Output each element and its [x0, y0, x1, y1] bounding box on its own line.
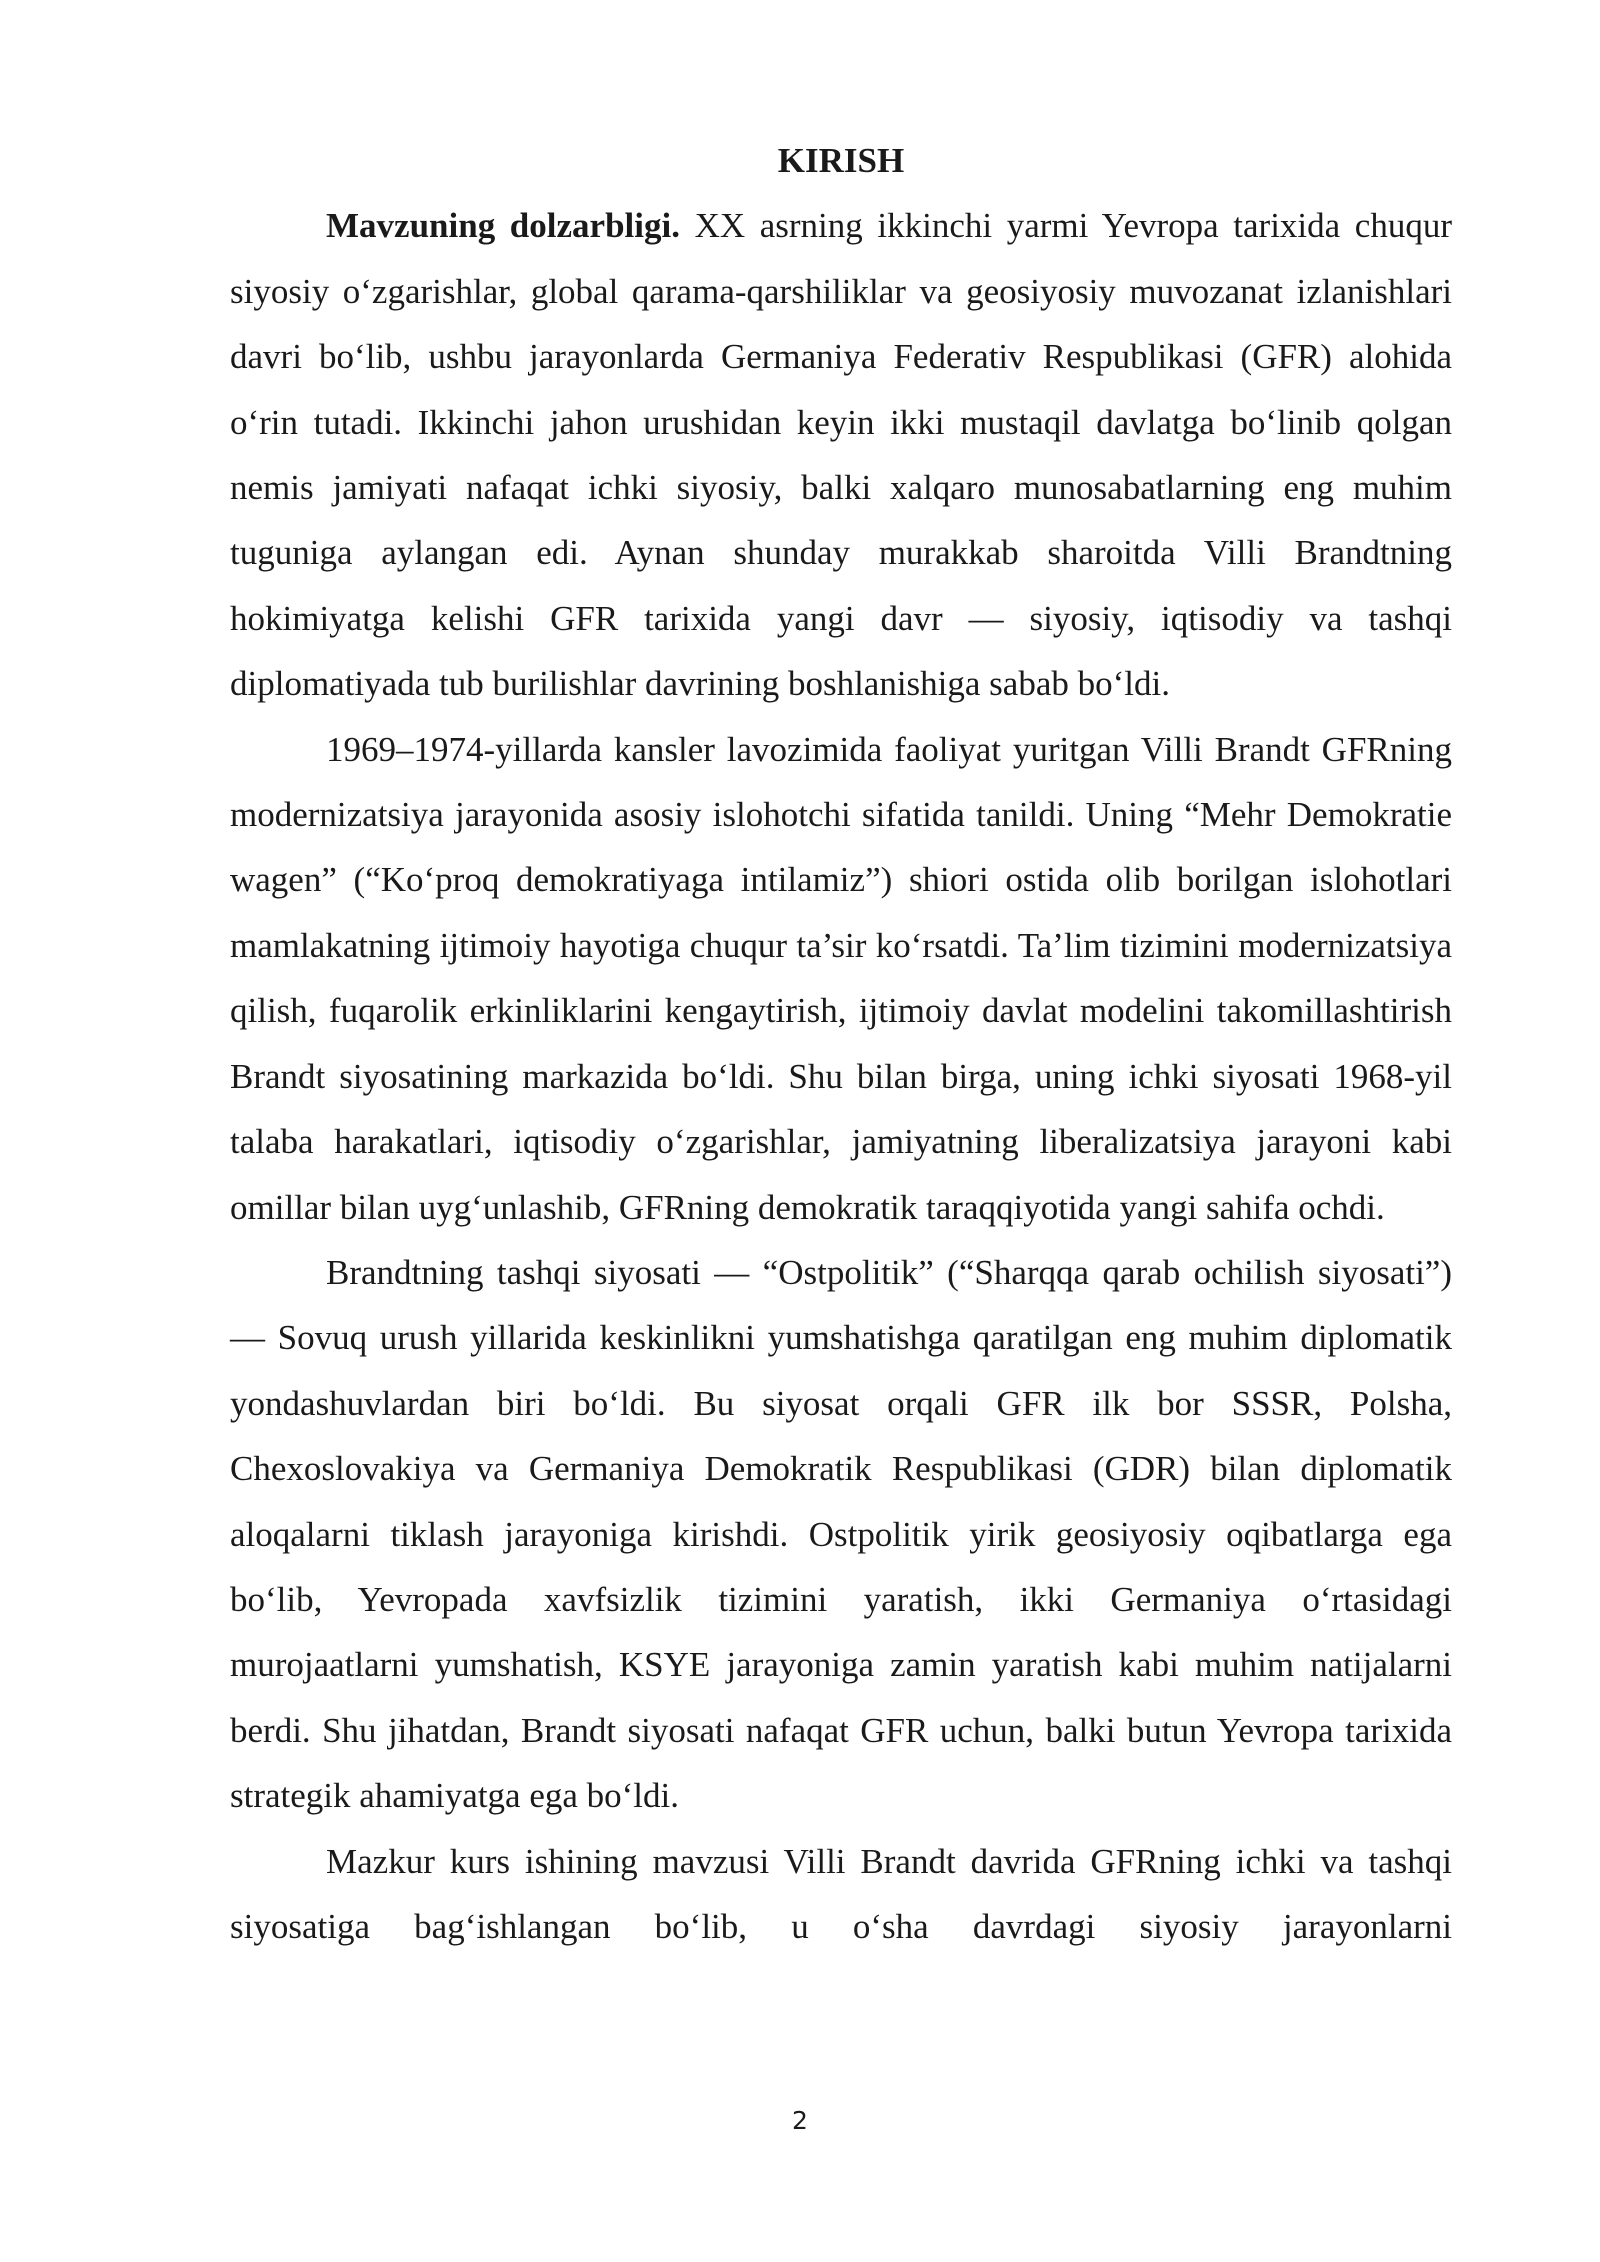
paragraph-foreign-policy — [230, 1240, 1452, 1829]
paragraph-topic — [230, 1829, 1452, 1960]
paragraph-text: Mazkur kurs ishining mavzusi Villi Brandt davrida GFRning ichki va tashqi siyosatiga bag‘ishlangan bo‘lib, u o‘sha davrdagi siyosiy jarayonlarni — [230, 1841, 1452, 1946]
paragraph-text: Brandtning tashqi siyosati — “Ostpolitik” (“Sharqqa qarab ochilish siyosati”) — Sovuq urush yillarida keskinlikni yumshatishga qaratilgan eng muhim diplomatik yondashuvlardan biri bo‘ldi. Bu siyosat orqali GFR ilk bor SSSR, Polsha, Chexoslovakiya va Germaniya Demokratik Respublikasi (GDR) bilan diplomatik aloqalarni tiklash jarayoniga kirishdi. Ostpolitik yirik geosiyosiy oqibatlarga ega bo‘lib, Yevropada xavfsizlik tizimini yaratish, ikki Germaniya o‘rtasidagi murojaatlarni yumshatish, KSYE jarayoniga zamin yaratish kabi muhim natijalarni berdi. Shu jihatdan, Brandt siyosati nafaqat GFR uchun, balki butun Yevropa tarixida strategik ahamiyatga ega bo‘ldi. — [230, 1252, 1452, 1816]
paragraph-text: XX asrning ikkinchi yarmi Yevropa tarixida chuqur siyosiy o‘zgarishlar, global qarama-qarshiliklar va geosiyosiy muvozanat izlanishlari davri bo‘lib, ushbu jarayonlarda Germaniya Federativ Respublikasi (GFR) alohida o‘rin tutadi. Ikkinchi jahon urushidan keyin ikki mustaqil davlatga bo‘linib qolgan nemis jamiyati nafaqat ichki siyosiy, balki xalqaro munosabatlarning eng muhim tuguniga aylangan edi. Aynan shunday murakkab sharoitda Villi Brandtning hokimiyatga kelishi GFR tarixida yangi davr — siyosiy, iqtisodiy va tashqi diplomatiyada tub burilishlar davrining boshlanishiga sabab bo‘ldi. — [230, 206, 1452, 704]
document-body — [230, 128, 1452, 1959]
section-title: KIRISH — [777, 141, 905, 180]
paragraph-text: 1969–1974-yillarda kansler lavozimida faoliyat yuritgan Villi Brandt GFRning modernizatsiya jarayonida asosiy islohotchi sifatida tanildi. Uning “Mehr Demokratie wagen” (“Ko‘proq demokratiyaga intilamiz”) shiori ostida olib borilgan islohotlari mamlakatning ijtimoiy hayotiga chuqur ta’sir ko‘rsatdi. Ta’lim tizimini modernizatsiya qilish, fuqarolik erkinliklarini kengaytirish, ijtimoiy davlat modelini takomillashtirish Brandt siyosatining markazida bo‘ldi. Shu bilan birga, uning ichki siyosati 1968-yil talaba harakatlari, iqtisodiy o‘zgarishlar, jamiyatning liberalizatsiya jarayoni kabi omillar bilan uyg‘unlashib, GFRning demokratik taraqqiyotida yangi sahifa ochdi. — [230, 729, 1452, 1227]
page-number: 2 — [792, 2106, 808, 2135]
paragraph-relevance — [230, 193, 1452, 716]
paragraph-lead: Mavzuning dolzarbligi. — [326, 206, 680, 246]
paragraph-domestic-policy — [230, 717, 1452, 1240]
